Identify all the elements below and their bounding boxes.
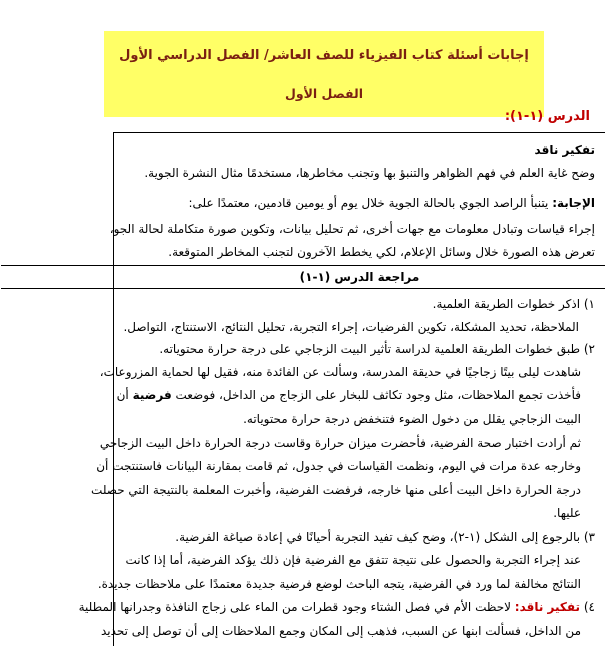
answer-text: يتنبأ الراصد الجوي بالحالة الجوية خلال يوم أو يومين قادمين، معتمدًا على: <box>188 196 553 210</box>
review-answer: ثم أرادت اختبار صحة الفرضية، فأحضرت ميزان حرارة وقاست درجة الحرارة داخل البيت الزجاجي <box>99 436 581 450</box>
review-answer: البيت الزجاجي يقلل من دخول الضوء فتنخفض درجة حرارة محتوياته. <box>243 412 581 426</box>
title-banner <box>104 31 544 117</box>
answer-label: الإجابة: <box>552 196 595 210</box>
review-question <box>78 600 595 614</box>
answer-text: فأخذت تجمع الملاحظات، مثل وجود تكاثف للبخار على الزجاج من الداخل، فوضعت <box>171 388 581 402</box>
document-title: إجابات أسئلة كتاب الفيزياء للصف العاشر/ الفصل الدراسي الأول <box>119 48 529 63</box>
question-text: لاحظت الأم في فصل الشتاء وجود قطرات من الماء على زجاج النافذة وجدرانها المطلية <box>78 600 515 614</box>
review-answer: عليها. <box>553 506 581 520</box>
row-divider <box>1 288 605 289</box>
lesson-label: الدرس (١-١): <box>504 109 590 124</box>
review-question: ١) اذكر خطوات الطريقة العلمية. <box>432 297 595 311</box>
review-answer: عند إجراء التجربة والحصول على نتيجة تتفق مع الفرضية فإن ذلك يؤكد الفرضية، أما إذا كانت <box>125 553 581 567</box>
chapter-title: الفصل الأول <box>284 86 363 101</box>
question-number: ٤) <box>580 600 595 614</box>
review-answer: وخارجه عدة مرات في اليوم، ونظمت القياسات في جدول، ثم قامت بمقارنة البيانات فاستنتجت أن <box>96 459 581 473</box>
review-answer: الملاحظة، تحديد المشكلة، تكوين الفرضيات، إجراء التجربة، تحليل النتائج، الاستنتاج، التواصل. <box>123 320 579 334</box>
critical-answer-intro <box>114 196 595 210</box>
review-answer: درجة الحرارة داخل البيت أعلى منها خارجه، فرفضت الفرضية، وأخبرت المعلمة بالنتيجة التي حصلت <box>91 483 581 497</box>
critical-heading: تفكير ناقد <box>534 143 595 157</box>
content-table <box>78 132 605 646</box>
review-answer <box>114 388 581 402</box>
review-question: ٢) طبق خطوات الطريقة العلمية لدراسة تأثير البيت الزجاجي على درجة حرارة محتوياته. <box>159 342 595 356</box>
review-heading: مراجعة الدرس (١-١) <box>299 270 420 284</box>
critical-question: وضح غاية العلم في فهم الظواهر والتنبؤ بها وتجنب مخاطرها، مستخدمًا مثال النشرة الجوية. <box>144 166 595 180</box>
answer-text: أن <box>116 388 133 402</box>
critical-answer-line: إجراء قياسات وتبادل معلومات مع جهات أخرى، ثم تحليل بيانات، وتكوين صورة متكاملة لحالة الجو، <box>109 222 595 236</box>
review-question: ٣) بالرجوع إلى الشكل (١-٢)، وضح كيف تفيد التجربة أحيانًا في إعادة صياغة الفرضية. <box>175 530 595 544</box>
review-answer: شاهدت ليلى بيتًا زجاجيًا في حديقة المدرسة، وسألت عن الفائدة منه، فقيل لها لحماية المزروعات، <box>99 365 581 379</box>
review-question-line: من الداخل، فسألت ابنها عن السبب، فذهب إلى المكان وجمع الملاحظات إلى أن توصل إلى تحديد <box>100 624 581 638</box>
critical-label: تفكير ناقد: <box>514 600 581 614</box>
critical-answer-line: تعرض هذه الصورة خلال وسائل الإعلام، لكي يخطط الآخرون لتجنب المخاطر المتوقعة. <box>168 245 595 259</box>
review-answer: النتائج مخالفة لما ورد في الفرضية، يتجه الباحث لوضع فرضية جديدة معتمدًا على ملاحظات جديدة. <box>97 577 581 591</box>
row-divider <box>1 265 605 266</box>
keyword: فرضية <box>132 388 172 402</box>
